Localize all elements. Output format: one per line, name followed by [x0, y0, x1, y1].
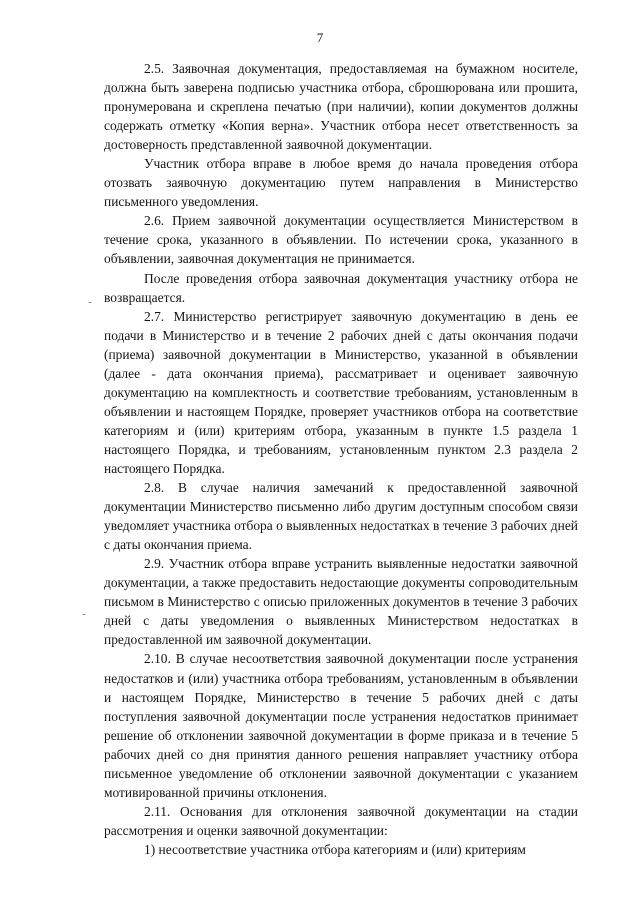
paragraph-2-10: 2.10. В случае несоответствия заявочной документации после устранения недостатков и (или) участника отбора требованиям, установленным в объявлении и настоящем Порядке, Министерство в течение 5 рабочих дней с даты поступления заявочной документации после устранения недостатков принимает решение об отклонении заявочной документации в форме приказа и в течение 5 рабочих дней со дня принятия данного решения направляет участнику отбора письменное уведомление об отклонении заявочной документации с указанием мотивированной причины отклонения.: [104, 651, 578, 800]
paragraph-2-5: 2.5. Заявочная документация, предоставляемая на бумажном носителе, должна быть заверена подписью участника отбора, сброшюрована или прошита, пронумерована и скреплена печатью (при наличии), копии документов должны содержать отметку «Копия верна». Участник отбора несет ответственность за достоверность представленной заявочной документации.: [104, 61, 578, 153]
paragraph-2-6: 2.6. Прием заявочной документации осуществляется Министерством в течение срока, указанного в объявлении. По истечении срока, указанного в объявлении, заявочная документация не принимается.: [104, 213, 578, 267]
list-item-1: 1) несоответствие участника отбора категориям и (или) критериям: [144, 841, 526, 857]
paragraph-2-7: 2.7. Министерство регистрирует заявочную документацию в день ее подачи в Министерство и в течение 2 рабочих дней с даты окончания подачи (приема) заявочной документации в Министерство, указанной в объявлении (далее - дата окончания приема), рассматривает и оценивает заявочную документацию на комплектность и соответствие требованиям, установленным в объявлении и настоящем Порядке, проверяет участников отбора на соответствие категориям и (или) критериям отбора, указанным в пункте 1.5 раздела 1 настоящего Порядка, и требованиям, установленным пунктом 2.3 раздела 2 настоящего Порядка.: [104, 308, 578, 476]
page-number: 7: [316, 30, 324, 45]
paragraph-withdraw: Участник отбора вправе в любое время до начала проведения отбора отозвать заявочную документацию путем направления в Министерство письменного уведомления.: [104, 156, 578, 210]
paragraph-not-returned: После проведения отбора заявочная документация участнику отбора не возвращается.: [104, 270, 578, 305]
paragraph-2-11: 2.11. Основания для отклонения заявочной документации на стадии рассмотрения и оценки заявочной документации:: [104, 803, 578, 838]
paragraph-2-8: 2.8. В случае наличия замечаний к предоставленной заявочной документации Министерство письменно либо другим доступным способом связи уведомляет участника отбора о выявленных недостатках в течение 3 рабочих дней с даты окончания приема.: [104, 480, 578, 553]
margin-mark: -: [88, 296, 92, 308]
paragraph-2-9: 2.9. Участник отбора вправе устранить выявленные недостатки заявочной документации, а также предоставить недостающие документы сопроводительным письмом в Министерство с описью приложенных документов в течение 3 рабочих дней с даты уведомления о выявленных Министерством недостатках в предоставленной им заявочной документации.: [104, 556, 578, 648]
margin-mark: -: [82, 608, 86, 620]
document-body: [104, 59, 578, 859]
